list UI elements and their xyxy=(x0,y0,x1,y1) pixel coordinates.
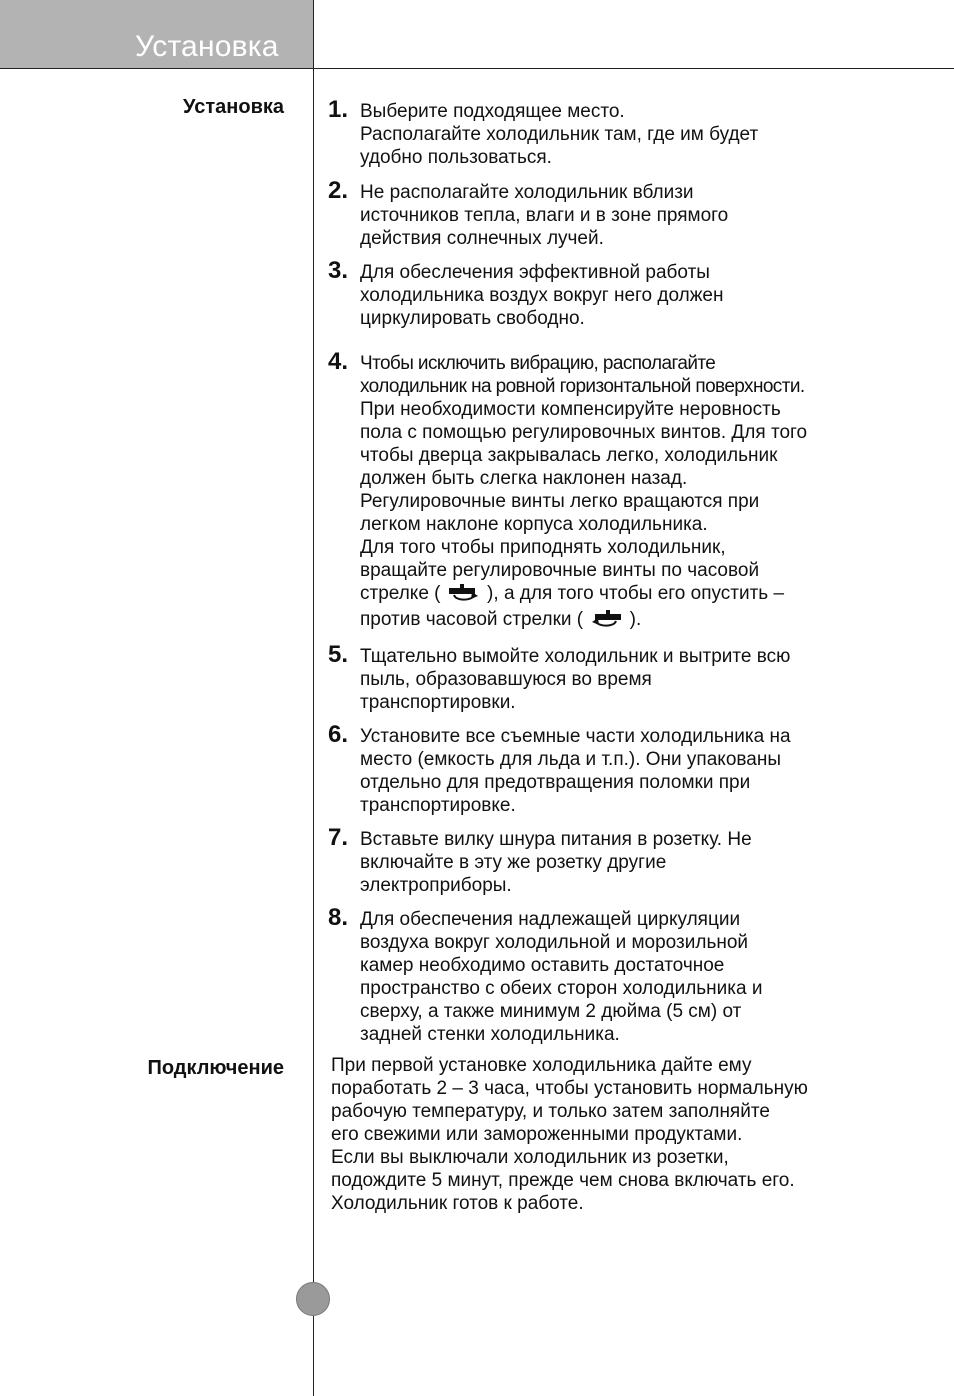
step-text: Чтобы исключить вибрацию, располагайте холодильник на ровной горизонтальной поверхности. xyxy=(360,353,805,397)
step-text: Выберите подходящее место. Располагайте холодильник там, где им будет удобно пользоваться. xyxy=(360,101,759,168)
step-text-fragment: ), а для того чтобы его опустить – xyxy=(481,583,785,604)
step-item xyxy=(328,348,888,634)
clockwise-arrow-icon xyxy=(446,584,482,608)
step-text-fragment: стрелке ( xyxy=(360,583,446,604)
step-number: 1. xyxy=(328,96,349,123)
connect-paragraph: При первой установке холодильника дайте ему поработать 2 – 3 часа, чтобы установить нормальную рабочую температуру, и только затем заполняйте его свежими или замороженными продуктами. Если вы выключали холодильник из розетки, подождите 5 минут, прежде чем снова включать его. Холодильник готов к работе. xyxy=(331,1055,808,1214)
step-number: 8. xyxy=(328,904,349,931)
step-text: Не располагайте холодильник вблизи источников тепла, влаги и в зоне прямого действия солнечных лучей. xyxy=(360,182,729,249)
step-number: 3. xyxy=(328,257,349,284)
step-text-line xyxy=(360,608,888,634)
step-text-fragment: ). xyxy=(624,609,642,630)
step-number: 6. xyxy=(328,721,349,748)
step-text: Тщательно вымойте холодильник и вытрите всю пыль, образовавшуюся во время транспортировки. xyxy=(360,646,791,713)
step-text-fragment: против часовой стрелки ( xyxy=(360,609,589,630)
step-text: Вставьте вилку шнура питания в розетку. Не включайте в эту же розетку другие электроприборы. xyxy=(360,829,752,896)
step-item xyxy=(328,257,888,330)
step-number: 4. xyxy=(328,348,349,375)
step-item xyxy=(328,177,888,250)
step-text: Установите все съемные части холодильника на место (емкость для льда и т.п.). Они упакованы отдельно для предотвращения поломки при транспортировке. xyxy=(360,726,791,816)
page-marker-circle xyxy=(296,1282,330,1316)
column-divider xyxy=(313,0,314,1396)
step-item xyxy=(328,96,888,169)
section-heading-connect: Подключение xyxy=(147,1057,284,1079)
step-item xyxy=(328,721,888,817)
step-number: 5. xyxy=(328,641,349,668)
header-divider xyxy=(0,68,954,69)
counterclockwise-arrow-icon xyxy=(588,610,624,634)
page-title: Установка xyxy=(135,30,279,63)
step-item xyxy=(328,641,888,714)
section-heading-install: Установка xyxy=(183,96,284,118)
step-number: 2. xyxy=(328,177,349,204)
step-number: 7. xyxy=(328,824,349,851)
step-text: При необходимости компенсируйте неровность пола с помощью регулировочных винтов. Для того чтобы дверца закрывалась легко, холодильник должен быть слегка наклонен назад. Регулировочные винты легко вращаются при легком наклоне корпуса холодильника. Для того чтобы приподнять холодильник, вращайте регулировочные винты по часовой xyxy=(360,399,808,581)
step-text: Для обеслечения эффективной работы холодильника воздух вокруг него должен циркулировать свободно. xyxy=(360,262,724,329)
install-steps-list xyxy=(328,96,888,1046)
step-item xyxy=(328,904,888,1046)
step-item xyxy=(328,824,888,897)
step-text: Для обеспечения надлежащей циркуляции воздуха вокруг холодильной и морозильной камер необходимо оставить достаточное пространство с обеих сторон холодильника и сверху, а также минимум 2 дюйма (5 см) от задней стенки холодильника. xyxy=(360,909,763,1045)
step-text-line xyxy=(360,582,888,608)
